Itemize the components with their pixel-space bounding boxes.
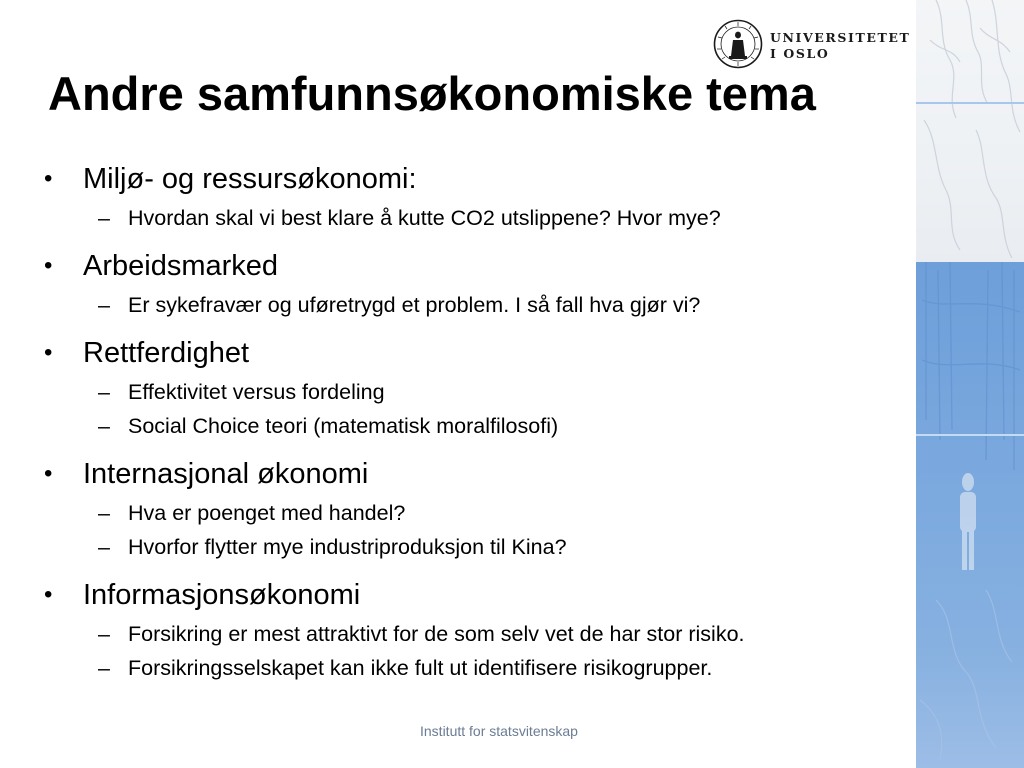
sub-bullet-item: [44, 288, 904, 322]
divider-line-top: [916, 102, 1024, 104]
sub-bullet-item: [44, 651, 904, 685]
sub-bullet-text: Hvorfor flytter mye industriproduksjon til Kina?: [128, 535, 567, 559]
bullet-item: [44, 244, 904, 288]
bullet-marker: •: [44, 581, 53, 608]
bullet-marker: •: [44, 339, 53, 366]
bullet-item: [44, 157, 904, 201]
sub-bullet-item: [44, 409, 904, 443]
wordmark-line-2: I OSLO: [770, 46, 830, 61]
sub-bullet-marker: –: [98, 501, 110, 525]
sub-bullet-text: Forsikringsselskapet kan ikke fult ut identifisere risikogrupper.: [128, 656, 713, 680]
sub-bullet-text: Social Choice teori (matematisk moralfilosofi): [128, 414, 559, 438]
sub-bullet-text: Forsikring er mest attraktivt for de som selv vet de har stor risiko.: [128, 622, 745, 646]
bullet-text: Arbeidsmarked: [83, 250, 279, 282]
sub-bullet-item: [44, 617, 904, 651]
sub-bullet-text: Er sykefravær og uføretrygd et problem. I så fall hva gjør vi?: [128, 293, 701, 317]
sub-bullet-marker: –: [98, 206, 110, 230]
sub-bullet-marker: –: [98, 535, 110, 559]
sub-bullet-marker: –: [98, 414, 110, 438]
sub-bullet-item: [44, 375, 904, 409]
sub-bullet-text: Hva er poenget med handel?: [128, 501, 406, 525]
sub-bullet-marker: –: [98, 380, 110, 404]
bullet-text: Informasjonsøkonomi: [83, 579, 361, 611]
sculpture-sketch-icon: [916, 0, 1024, 768]
sub-bullet-marker: –: [98, 656, 110, 680]
sub-bullet-item: [44, 530, 904, 564]
divider-line-middle: [916, 434, 1024, 436]
wordmark-line-1: UNIVERSITETET: [770, 30, 911, 45]
footer-institute: Institutt for statsvitenskap: [420, 723, 578, 739]
bullet-marker: •: [44, 252, 53, 279]
university-wordmark: [770, 30, 910, 62]
sub-bullet-text: Hvordan skal vi best klare å kutte CO2 utslippene? Hvor mye?: [128, 206, 721, 230]
sub-bullet-marker: –: [98, 622, 110, 646]
sub-bullet-marker: –: [98, 293, 110, 317]
sub-bullet-item: [44, 201, 904, 235]
bullet-text: Internasjonal økonomi: [83, 458, 369, 490]
bullet-item: [44, 331, 904, 375]
slide-title: Andre samfunnsøkonomiske tema: [48, 67, 816, 120]
sub-bullet-item: [44, 496, 904, 530]
bullet-marker: •: [44, 165, 53, 192]
bullet-text: Rettferdighet: [83, 337, 250, 369]
sub-bullet-text: Effektivitet versus fordeling: [128, 380, 385, 404]
bullet-marker: •: [44, 460, 53, 487]
bullet-item: [44, 573, 904, 617]
bullet-text: Miljø- og ressursøkonomi:: [83, 163, 417, 195]
bullet-item: [44, 452, 904, 496]
decorative-side-strip: [916, 0, 1024, 768]
bullet-list: [44, 157, 904, 685]
